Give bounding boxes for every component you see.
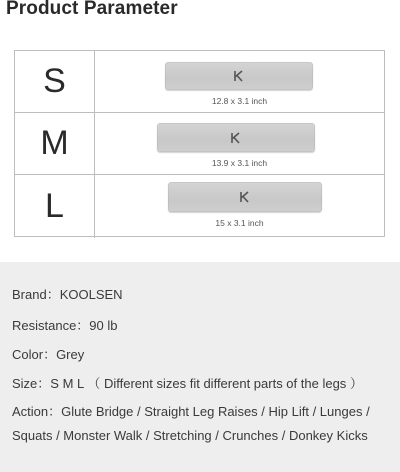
band-cell: [95, 175, 384, 238]
size-label: L: [15, 175, 95, 238]
resistance-text: Resistance：90 lb: [12, 318, 118, 333]
band-dimension: 13.9 x 3.1 inch: [211, 158, 268, 168]
band-image-m: [157, 123, 315, 152]
product-details: [0, 262, 400, 472]
size-table: [14, 50, 385, 237]
page-title: Product Parameter: [6, 0, 178, 19]
color-text: Color：Grey: [12, 347, 85, 362]
band-dimension: 12.8 x 3.1 inch: [211, 96, 268, 106]
size-label: S: [15, 51, 95, 112]
size-row-m: [15, 113, 384, 175]
brand-text: Brand：KOOLSEN: [12, 287, 123, 302]
band-dimension: 15 x 3.1 inch: [215, 218, 264, 228]
size-row-l: [15, 175, 384, 238]
size-row-s: [15, 51, 384, 113]
action-text-line-2: Squats / Monster Walk / Stretching / Crunches / Donkey Kicks: [12, 428, 368, 443]
k-logo-icon: [230, 132, 242, 144]
band-image-l: [168, 182, 322, 212]
size-text: Size：S M L （ Different sizes fit different parts of the legs ）: [12, 376, 363, 391]
action-text-line-1: Action：Glute Bridge / Straight Leg Raises / Hip Lift / Lunges /: [12, 404, 370, 419]
k-logo-icon: [239, 191, 251, 203]
size-label: M: [15, 113, 95, 174]
band-image-s: [165, 62, 313, 90]
band-cell: [95, 113, 384, 174]
k-logo-icon: [233, 70, 245, 82]
band-cell: [95, 51, 384, 112]
